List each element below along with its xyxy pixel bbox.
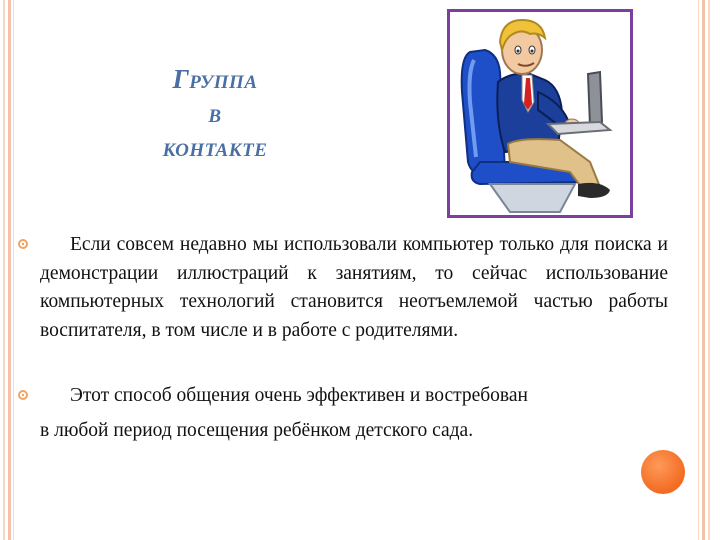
bullet-icon bbox=[18, 390, 28, 400]
title-line-1: Группа bbox=[172, 64, 258, 94]
paragraph-2-line-1: Этот способ общения очень эффективен и востребован bbox=[70, 385, 528, 406]
bullet-icon bbox=[18, 239, 28, 249]
paragraph-1: Если совсем недавно мы использовали компьютер только для поиска и демонстрации иллюстраций к занятиям, то сейчас использование компьютерных технологий становится неотъемлемой частью работы воспитателя, в том числе и в работе с родителями. bbox=[40, 234, 668, 341]
left-stripes bbox=[0, 0, 18, 540]
illustration-frame bbox=[447, 9, 633, 218]
man-at-laptop-illustration bbox=[450, 12, 630, 215]
title-line-2: в bbox=[208, 98, 222, 128]
paragraph-2-line-2: в любой период посещения ребёнком детского сада. bbox=[40, 420, 474, 441]
slide-title bbox=[120, 62, 310, 164]
title-line-3: контакте bbox=[162, 132, 268, 162]
right-stripes bbox=[696, 0, 714, 540]
orange-circle-decoration bbox=[641, 450, 685, 494]
